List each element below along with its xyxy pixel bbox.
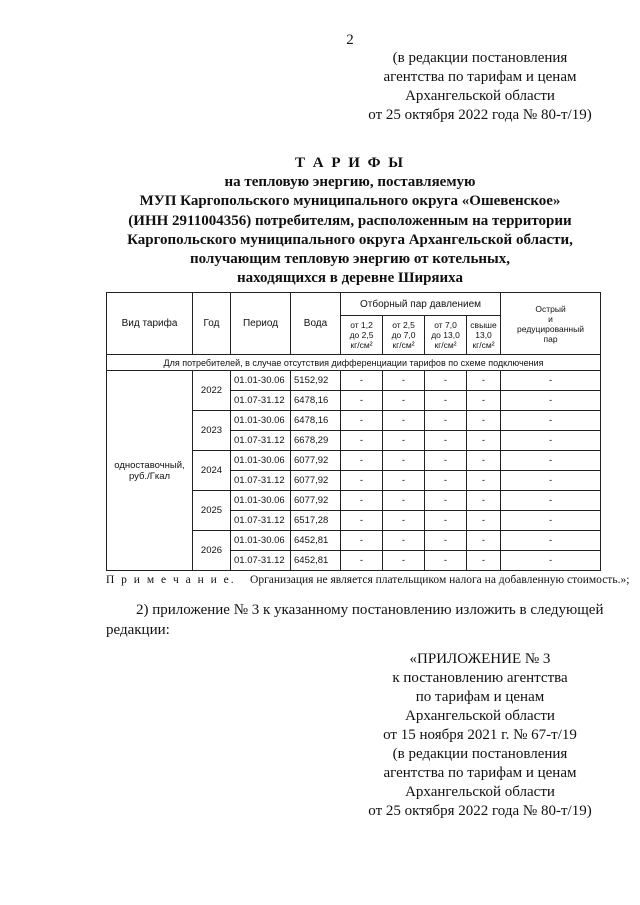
year-cell: 2024 [193,451,231,491]
empty-value-cell: - [383,411,425,431]
empty-value-cell: - [467,371,501,391]
period-cell: 01.01-30.06 [231,451,291,471]
edition-line: Архангельской области [405,88,555,104]
title-line: на тепловую энергию, поставляемую [224,174,476,191]
header-sharp-line: редуцированный [517,323,584,334]
empty-value-cell: - [467,551,501,571]
empty-value-cell: - [501,511,601,531]
title-main: Т А Р И Ф Ы [294,155,406,171]
empty-value-cell: - [383,391,425,411]
empty-value-cell: - [383,371,425,391]
header-steam-line: от 7,0 [434,320,457,330]
water-tariff-cell: 6478,16 [291,411,341,431]
empty-value-cell: - [341,411,383,431]
header-sharp-steam [501,293,601,355]
amendment-paragraph [106,600,630,640]
category-row: Для потребителей, в случае отсутствия дифференциации тарифов по схеме подключения [107,355,601,371]
period-cell: 01.01-30.06 [231,411,291,431]
empty-value-cell: - [467,471,501,491]
header-steam-1 [341,316,383,355]
header-steam-line: от 1,2 [350,320,373,330]
header-steam-line: кг/см² [472,340,495,350]
empty-value-cell: - [341,431,383,451]
header-steam-line: кг/см² [350,340,373,350]
empty-value-cell: - [467,411,501,431]
header-steam-line: до 13,0 [431,330,460,340]
empty-value-cell: - [501,471,601,491]
water-tariff-cell: 6678,29 [291,431,341,451]
empty-value-cell: - [341,391,383,411]
edition-line: агентства по тарифам и ценам [383,69,577,85]
header-water: Вода [291,293,341,355]
water-tariff-cell: 5152,92 [291,371,341,391]
header-steam-2 [383,316,425,355]
paragraph-line: 2) приложение № 3 к указанному постановлению изложить в следующей [136,602,604,618]
tariff-type-cell [107,371,193,571]
empty-value-cell: - [383,491,425,511]
water-tariff-cell: 6452,81 [291,531,341,551]
period-cell: 01.07-31.12 [231,471,291,491]
appendix-line: Архангельской области [405,708,555,724]
empty-value-cell: - [425,531,467,551]
header-steam-line: от 2,5 [392,320,415,330]
header-sharp-line: Острый [535,303,566,314]
empty-value-cell: - [341,451,383,471]
empty-value-cell: - [341,551,383,571]
water-tariff-cell: 6077,92 [291,471,341,491]
edition-line: от 25 октября 2022 года № 80-т/19) [368,107,592,123]
empty-value-cell: - [425,511,467,531]
header-year: Год [193,293,231,355]
empty-value-cell: - [425,371,467,391]
empty-value-cell: - [501,451,601,471]
empty-value-cell: - [467,491,501,511]
empty-value-cell: - [425,391,467,411]
header-steam-line: кг/см² [392,340,415,350]
empty-value-cell: - [383,431,425,451]
empty-value-cell: - [425,491,467,511]
empty-value-cell: - [501,531,601,551]
empty-value-cell: - [467,451,501,471]
empty-value-cell: - [467,391,501,411]
header-steam-line: 13,0 [475,330,492,340]
water-tariff-cell: 6077,92 [291,451,341,471]
year-cell: 2026 [193,531,231,571]
water-tariff-cell: 6478,16 [291,391,341,411]
empty-value-cell: - [383,511,425,531]
note [106,574,629,586]
title-line: получающим тепловую энергию от котельных, [189,251,510,268]
water-tariff-cell: 6517,28 [291,511,341,531]
document-title [60,154,640,288]
period-cell: 01.07-31.12 [231,431,291,451]
empty-value-cell: - [425,551,467,571]
empty-value-cell: - [501,411,601,431]
empty-value-cell: - [341,511,383,531]
period-cell: 01.07-31.12 [231,511,291,531]
empty-value-cell: - [341,471,383,491]
title-line: МУП Каргопольского муниципального округа «Ошевенское» [139,193,561,210]
water-tariff-cell: 6452,81 [291,551,341,571]
title-line: Каргопольского муниципального округа Архангельской области, [127,231,573,248]
header-steam-3 [425,316,467,355]
tariff-type-line: руб./Гкал [128,470,171,482]
appendix-header [330,650,630,821]
note-label: П р и м е ч а н и е. [106,574,236,586]
header-sharp-line: и [548,313,553,324]
empty-value-cell: - [501,371,601,391]
empty-value-cell: - [383,531,425,551]
empty-value-cell: - [425,431,467,451]
header-steam: Отборный пар давлением [341,293,501,316]
appendix-line: к постановлению агентства [392,670,568,686]
appendix-line: Архангельской области [405,784,555,800]
period-cell: 01.01-30.06 [231,371,291,391]
title-line: находящихся в деревне Ширяиха [236,270,463,287]
period-cell: 01.07-31.12 [231,551,291,571]
empty-value-cell: - [425,471,467,491]
title-line: (ИНН 2911004356) потребителям, расположенным на территории [128,212,572,229]
empty-value-cell: - [425,411,467,431]
header-tariff-type: Вид тарифа [107,293,193,355]
year-cell: 2023 [193,411,231,451]
edition-reference-top [330,49,630,125]
paragraph-line: редакции: [106,622,170,638]
header-sharp-line: пар [543,333,558,344]
empty-value-cell: - [383,551,425,571]
tariff-table [106,292,601,571]
empty-value-cell: - [467,431,501,451]
header-steam-line: кг/см² [434,340,457,350]
empty-value-cell: - [383,471,425,491]
empty-value-cell: - [467,511,501,531]
period-cell: 01.01-30.06 [231,491,291,511]
note-text: Организация не является плательщиком налога на добавленную стоимость.»; [250,574,630,586]
empty-value-cell: - [341,371,383,391]
header-steam-line: свыше [470,320,497,330]
empty-value-cell: - [341,531,383,551]
appendix-line: «ПРИЛОЖЕНИЕ № 3 [409,651,551,667]
appendix-line: агентства по тарифам и ценам [383,765,577,781]
year-cell: 2022 [193,371,231,411]
water-tariff-cell: 6077,92 [291,491,341,511]
appendix-line: (в редакции постановления [392,746,568,762]
year-cell: 2025 [193,491,231,531]
tariff-type-line: одноставочный, [114,459,185,471]
appendix-line: от 25 октября 2022 года № 80-т/19) [368,803,592,819]
empty-value-cell: - [501,491,601,511]
period-cell: 01.01-30.06 [231,531,291,551]
header-steam-line: до 2,5 [349,330,374,340]
empty-value-cell: - [341,491,383,511]
empty-value-cell: - [501,431,601,451]
table-row [107,371,601,391]
empty-value-cell: - [425,451,467,471]
empty-value-cell: - [467,531,501,551]
empty-value-cell: - [501,391,601,411]
page-number: 2 [346,32,354,48]
header-steam-4 [467,316,501,355]
header-period: Период [231,293,291,355]
empty-value-cell: - [383,451,425,471]
edition-line: (в редакции постановления [392,50,568,66]
header-steam-line: до 7,0 [391,330,416,340]
empty-value-cell: - [501,551,601,571]
period-cell: 01.07-31.12 [231,391,291,411]
appendix-line: по тарифам и ценам [415,689,545,705]
appendix-line: от 15 ноября 2021 г. № 67-т/19 [383,727,577,743]
